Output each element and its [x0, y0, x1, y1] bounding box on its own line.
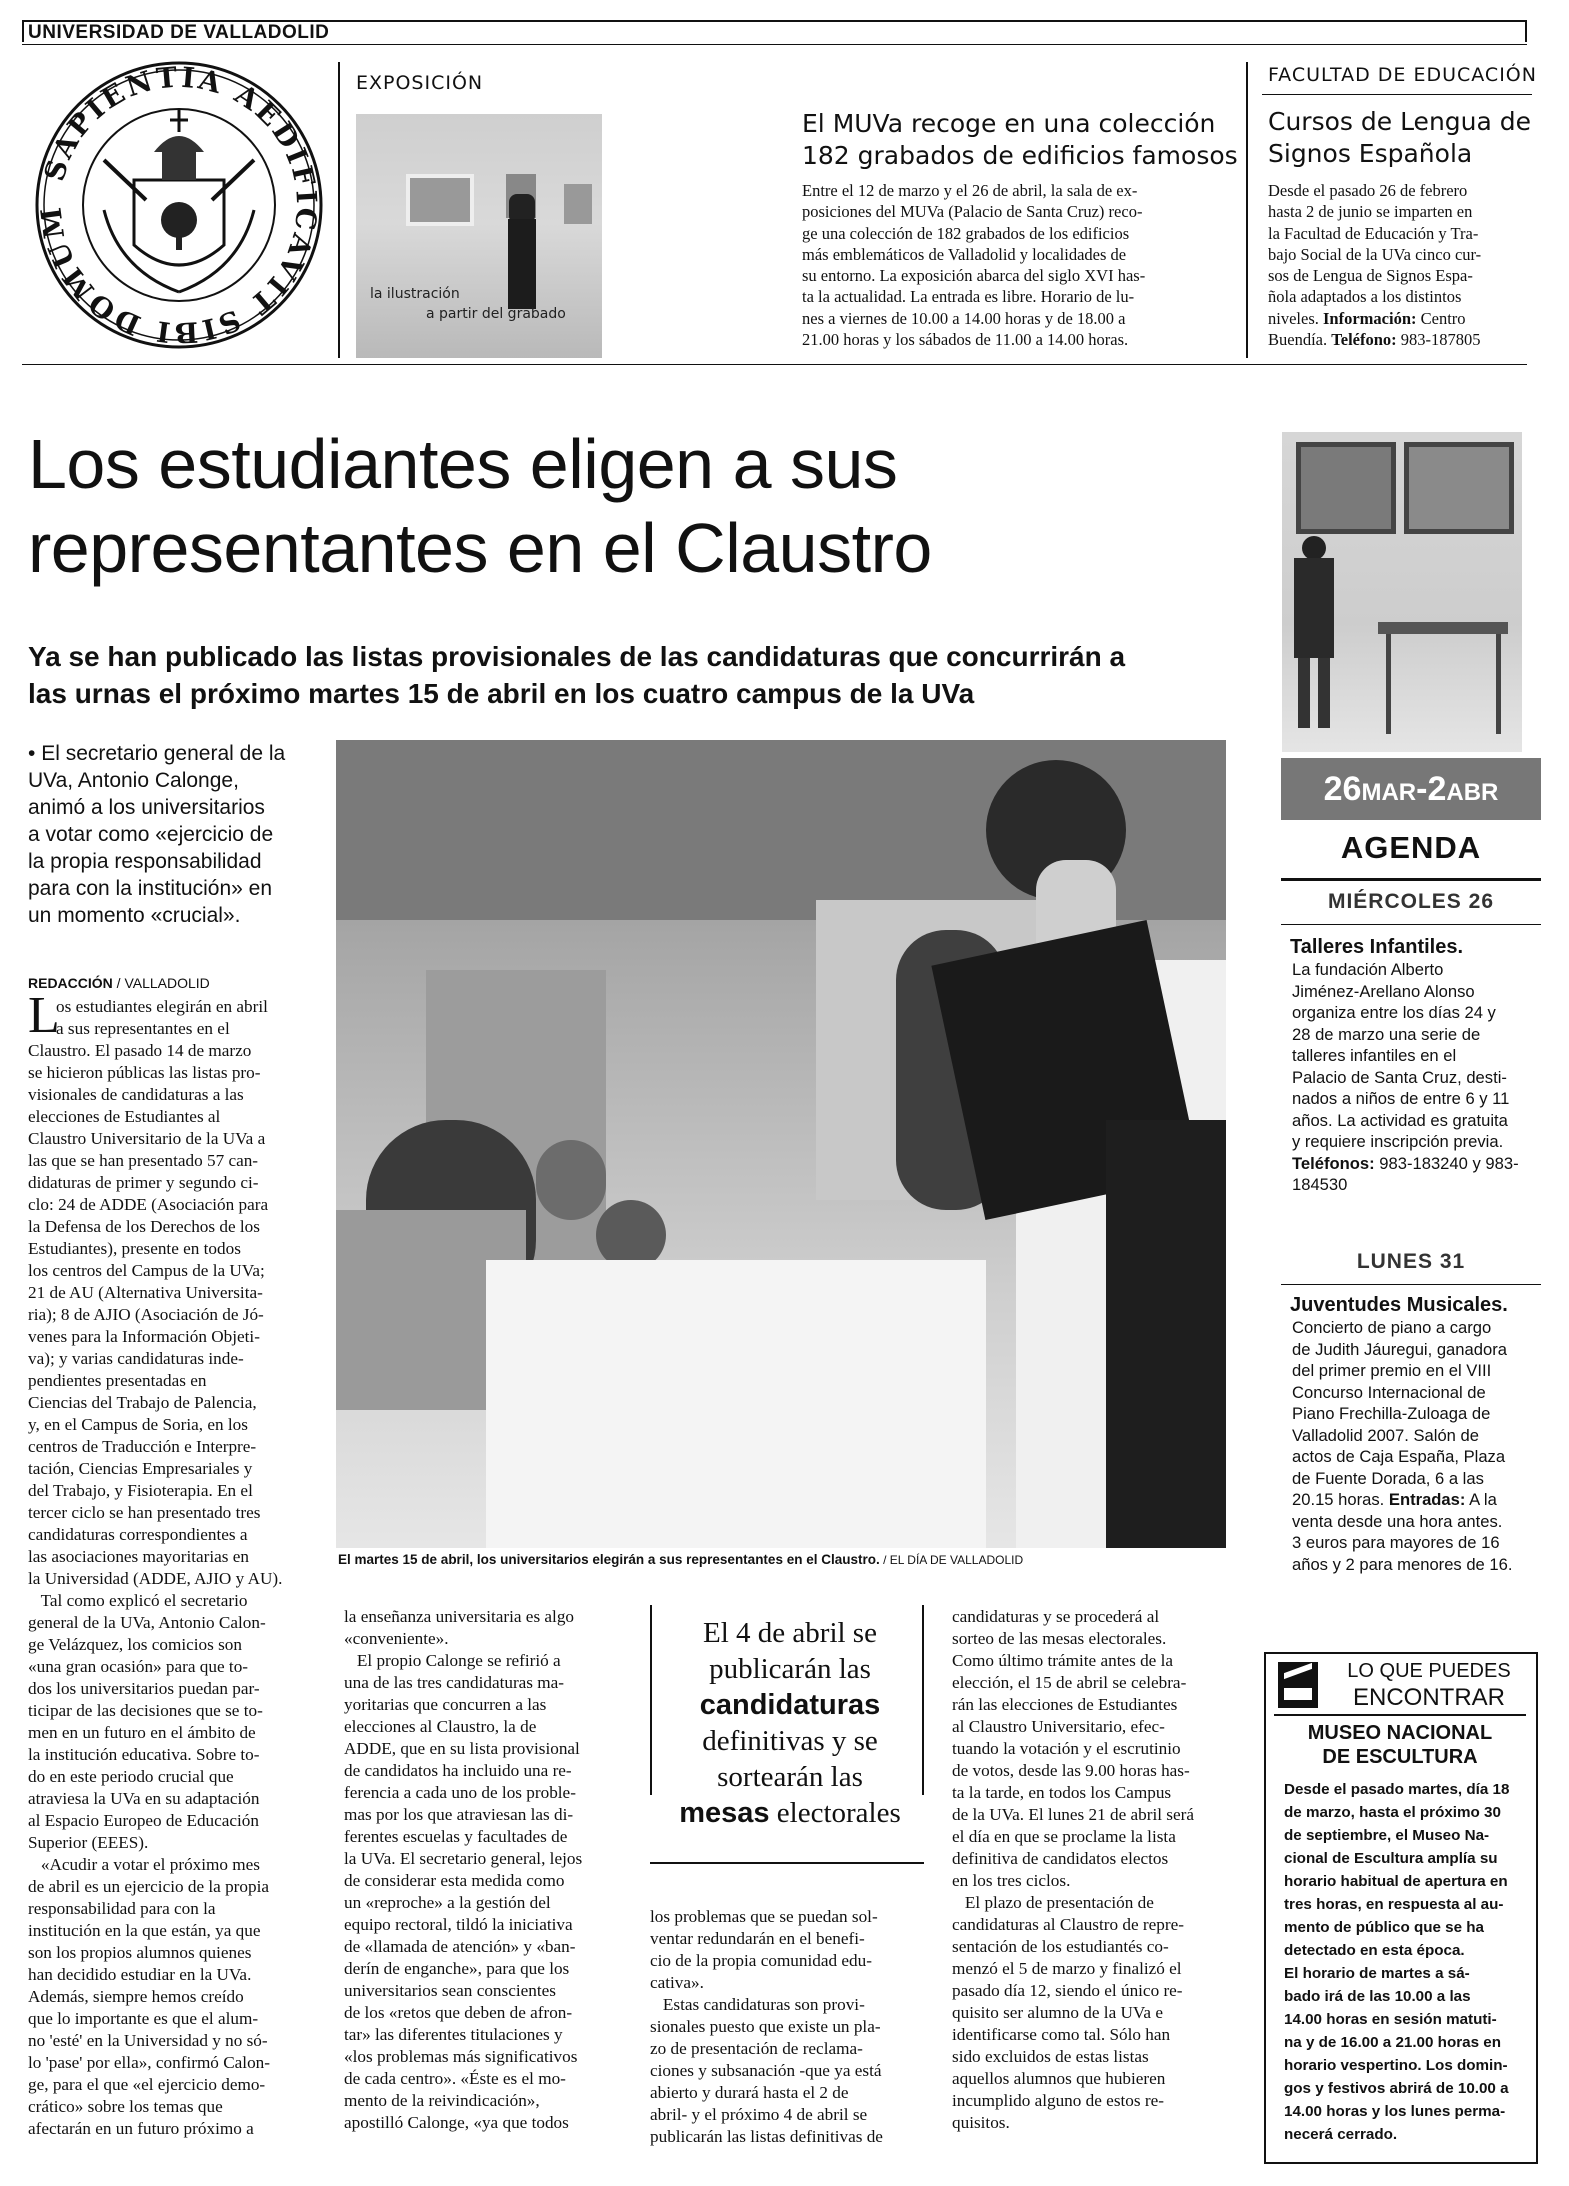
facultad-body-line: hasta 2 de junio se imparten en [1268, 202, 1473, 222]
museum-line: de septiembre, el Museo Na- [1284, 1827, 1490, 1844]
article-column-2 [344, 1606, 638, 2134]
article-column-3 [650, 1906, 926, 2148]
exposicion-title-line1: El MUVa recoge en una colección [802, 109, 1216, 138]
museum-title-1: MUSEO NACIONAL [1307, 1722, 1493, 1744]
museum-line: horario vespertino. Los domin- [1284, 2057, 1508, 2074]
agenda-title: AGENDA [1340, 830, 1482, 865]
exposicion-body-line: posiciones del MUVa (Palacio de Santa Cruz) reco- [802, 202, 1143, 222]
col1-line: se hicieron públicas las listas pro- [28, 1063, 261, 1082]
col1-line: 21 de AU (Alternativa Universita- [28, 1283, 263, 1302]
photo-credit: / EL DÍA DE VALLADOLID [879, 1553, 1024, 1567]
event-2-line: de Judith Jáuregui, ganadora [1292, 1339, 1507, 1359]
event-1-line: y requiere inscripción previa. [1292, 1132, 1504, 1151]
bullet-icon: • [28, 742, 36, 765]
event-2-line: del primer premio en el VIII [1292, 1361, 1492, 1380]
col3-line: abierto y durará hasta el 2 de [650, 2083, 849, 2102]
child-head [1302, 536, 1326, 560]
col2-line: «los problemas más significativos [344, 2047, 578, 2066]
col3-line: los problemas que se puedan sol- [650, 1907, 878, 1926]
drop-cap: L [28, 987, 60, 1044]
col1-line: al Espacio Europeo de Educación [28, 1811, 259, 1830]
col1-line: atraviesa la UVa en su adaptación [28, 1789, 260, 1808]
col1-line: venes para la Información Objeti- [28, 1327, 260, 1346]
facultad-section-label: FACULTAD DE EDUCACIÓN [1268, 64, 1537, 86]
agenda-day-2: LUNES 31 [1356, 1250, 1466, 1273]
event-1-line: Jiménez-Arellano Alonso [1292, 981, 1475, 1001]
facultad-body-line: sos de Lengua de Signos Espa- [1268, 266, 1473, 286]
col1-line: visionales de candidaturas a las [28, 1085, 244, 1104]
col4-line: quisitos. [952, 2113, 1010, 2132]
col1-line: didaturas de primer y segundo ci- [28, 1173, 259, 1192]
agenda-event-2 [1290, 1294, 1540, 1575]
col1-line: Además, siempre hemos creído [28, 1987, 244, 2006]
col4-line: rán las elecciones de Estudiantes [952, 1695, 1178, 1714]
col2-line: la enseñanza universitaria es algo [344, 1607, 575, 1626]
pull-quote-bottom-rule [650, 1862, 924, 1864]
col4-line: en los tres ciclos. [952, 1871, 1071, 1890]
event-2-title: Juventudes Musicales. [1290, 1294, 1508, 1316]
agenda-day-1: MIÉRCOLES 26 [1327, 890, 1495, 913]
col4-line: identificarse como tal. Sólo han [952, 2025, 1171, 2044]
col1-line: a sus representantes en el [56, 1019, 230, 1038]
event-2-line: 3 euros para mayores de 16 [1292, 1533, 1500, 1552]
museum-line: de marzo, hasta el próximo 30 [1284, 1804, 1501, 1821]
col1-line: Tal como explicó el secretario [28, 1591, 248, 1610]
col3-line: abril- y el próximo 4 de abril se [650, 2105, 868, 2124]
col2-line: mento de la reivindicación», [344, 2091, 540, 2110]
col3-line: sionales puesto que existe un pla- [650, 2017, 881, 2036]
col2-line: El propio Calonge se refirió a [344, 1651, 561, 1670]
facultad-left-rule [1246, 62, 1248, 358]
col1-line: va); y varias candidaturas inde- [28, 1349, 244, 1368]
col1-line: han decidido estudiar en la UVa. [28, 1965, 252, 1984]
section-logo-icon [1278, 1662, 1318, 1708]
lead-line: la propia responsabilidad [28, 850, 262, 873]
col1-line: tación, Ciencias Empresariales y [28, 1459, 253, 1478]
exposicion-body-line: Entre el 12 de marzo y el 26 de abril, la sala de ex- [802, 181, 1138, 200]
event-1-line: nados a niños de entre 6 y 11 [1292, 1089, 1510, 1108]
event-2-line: años y 2 para menores de 16. [1292, 1554, 1513, 1574]
col1-line: ticipar de las decisiones que se to- [28, 1701, 263, 1720]
col3-line: cio de la propia comunidad edu- [650, 1951, 872, 1970]
lo-que-header-2: ENCONTRAR [1352, 1684, 1505, 1711]
col4-line: menzó el 5 de marzo y finalizó el [952, 1959, 1182, 1978]
col1-line: que lo importante es que el alum- [28, 2009, 259, 2028]
header-section-rule [22, 364, 1527, 365]
exposicion-body-line: nes a viernes de 10.00 a 14.00 horas y de 18.00 a [802, 308, 1126, 328]
lo-que-header-1: LO QUE PUEDES [1347, 1660, 1511, 1682]
headline-line1: Los estudiantes eligen a sus [28, 425, 898, 503]
event-2-tickets: 20.15 horas. Entradas: A la [1292, 1490, 1497, 1509]
col2-line: un «reproche» a la gestión del [344, 1893, 551, 1912]
col2-line: yoritarias que concurren a las [344, 1695, 547, 1714]
col2-line: ferentes escuelas y facultades de [344, 1827, 568, 1846]
col4-line: de la UVa. El lunes 21 de abril será [952, 1805, 1194, 1824]
col2-line: ADDE, que en su lista provisional [344, 1739, 580, 1758]
col1-line: la Universidad (ADDE, AJIO y AU). [28, 1569, 283, 1588]
museum-line: detectado en esta época. [1284, 1942, 1465, 1959]
col2-line: mas por los que atraviesan las di- [344, 1805, 574, 1824]
headline-line2: representantes en el Claustro [28, 509, 932, 587]
exposicion-body [802, 180, 1214, 350]
lead-line: • El secretario general de la [28, 742, 286, 765]
pull-quote: El 4 de abril se publicarán las candidaturas definitivas y se sortearán las mesas electorales [679, 1617, 901, 1829]
facultad-info-line: niveles. Información: Centro [1268, 308, 1466, 328]
byline: REDACCIÓN / VALLADOLID [28, 975, 210, 991]
facultad-body-line: la Facultad de Educación y Tra- [1268, 223, 1479, 243]
col1-line: de abril es un ejercicio de la propia [28, 1877, 269, 1896]
col2-line: de considerar esta medida como [344, 1871, 565, 1890]
col3-line: ciones y subsanación -que ya está [650, 2061, 882, 2080]
col1-line: afectarán en un futuro próximo a [28, 2119, 254, 2138]
facultad-phone-line: Buendía. Teléfono: 983-187805 [1268, 330, 1481, 350]
lead-summary [28, 740, 328, 929]
event-1-line: talleres infantiles en el [1292, 1046, 1457, 1065]
facultad-body-line: bajo Social de la UVa cinco cur- [1268, 244, 1482, 264]
university-seal-logo [34, 60, 324, 350]
col4-line: ta la tarde, en todos los Campus [952, 1783, 1172, 1802]
col4-line: candidaturas al Claustro de repre- [952, 1915, 1184, 1934]
exposicion-body-line: su entorno. La exposición abarca del siglo XVI has- [802, 266, 1146, 286]
col1-line: y, en el Campus de Soria, en los [28, 1415, 248, 1434]
col3-line: ventar redundarán en el benefi- [650, 1929, 865, 1948]
header-bottom-rule [22, 44, 1527, 45]
col4-line: definitiva de candidatos electos [952, 1849, 1169, 1868]
col1-line: las que se han presentado 57 can- [28, 1151, 259, 1170]
agenda-date-band: 26MAR-2ABR [1281, 758, 1541, 820]
col1-line: «una gran ocasión» para que to- [28, 1657, 249, 1676]
event-1-line: La fundación Alberto [1292, 960, 1444, 979]
museum-line: bado irá de las 10.00 a las [1284, 1988, 1471, 2005]
event-2-line: Piano Frechilla-Zuloaga de [1292, 1404, 1491, 1423]
table-papers [486, 1260, 986, 1548]
exposicion-body-line: más emblemáticos de Valladolid y localidades de [802, 244, 1127, 264]
lead-line: UVa, Antonio Calonge, [28, 769, 239, 792]
col1-line: los centros del Campus de la UVa; [28, 1261, 265, 1280]
col2-line: ferencia a cada uno de los proble- [344, 1783, 576, 1802]
museum-body [1284, 1778, 1524, 2146]
exposicion-body-line: ge una colección de 182 grabados de los edificios [802, 223, 1130, 243]
col1-line: os estudiantes elegirán en abril [56, 997, 268, 1016]
col2-line: tar» las diferentes titulaciones y [344, 2025, 563, 2044]
col4-line: al Claustro Universitario, efec- [952, 1717, 1165, 1736]
exposicion-section-label: EXPOSICIÓN [356, 72, 484, 94]
col1-line: tercer ciclo se han presentado tres [28, 1503, 261, 1522]
museum-line: El horario de martes a sá- [1284, 1965, 1470, 1982]
col4-line: sorteo de las mesas electorales. [952, 1629, 1167, 1648]
col1-line: ria); 8 de AJIO (Asociación de Jó- [28, 1305, 264, 1324]
event-2-line: venta desde una hora antes. [1292, 1511, 1503, 1531]
lead-line: un momento «crucial». [28, 904, 241, 927]
museum-line: horario habitual de apertura en [1284, 1873, 1508, 1890]
top-rule-left [22, 20, 24, 42]
exposicion-left-rule [338, 62, 340, 358]
event-2-line: Concurso Internacional de [1292, 1382, 1486, 1402]
exposicion-body-line: 21.00 horas y los sábados de 11.00 a 14.00 horas. [802, 330, 1129, 350]
woman-skirt [1106, 1120, 1226, 1548]
framed-picture [406, 174, 474, 226]
col3-line: cativa». [650, 1973, 704, 1992]
museum-line: 14.00 horas en sesión matuti- [1284, 2011, 1497, 2028]
col4-line: candidaturas y se procederá al [952, 1607, 1160, 1626]
framed-picture-3 [564, 184, 592, 224]
col1-line: do en este periodo crucial que [28, 1767, 234, 1786]
exposicion-photo [356, 114, 602, 358]
col2-line: «conveniente». [344, 1629, 449, 1648]
col1-line: lo 'pase' por ella», confirmó Calon- [28, 2053, 270, 2072]
col1-line: Estudiantes), presente en todos [28, 1239, 241, 1258]
subheadline [28, 638, 1228, 712]
col1-line: la institución educativa. Sobre to- [28, 1745, 260, 1764]
museum-line: 14.00 horas y los lunes perma- [1284, 2103, 1506, 2120]
col1-line: la Defensa de los Derechos de los [28, 1217, 260, 1236]
event-1-line: organiza entre los días 24 y [1292, 1003, 1496, 1022]
col2-line: derín de enganche», para que los [344, 1959, 570, 1978]
col1-line: las asociaciones mayoritarias en [28, 1547, 249, 1566]
event-2-line: Valladolid 2007. Salón de [1292, 1425, 1479, 1445]
col2-line: una de las tres candidaturas ma- [344, 1673, 565, 1692]
subhead-line2: las urnas el próximo martes 15 de abril en los cuatro campus de la UVa [28, 678, 975, 709]
col1-line: ge Velázquez, los comicios son [28, 1635, 242, 1654]
top-rule-right [1525, 20, 1527, 42]
col4-line: sentación de los estudiantés co- [952, 1937, 1169, 1956]
col1-line: crático» sobre los temas que [28, 2097, 223, 2116]
col3-line: zo de presentación de reclama- [650, 2039, 863, 2058]
exposicion-title-line2: 182 grabados de edificios famosos [802, 141, 1238, 170]
facultad-body-line: ñola adaptados a los distintos [1268, 287, 1462, 307]
facultad-title-line2: Signos Española [1268, 139, 1473, 168]
event-1-phone: Teléfonos: 983-183240 y 983- [1292, 1153, 1519, 1173]
col1-line: candidaturas correspondientes a [28, 1525, 248, 1544]
col1-line: Superior (EEES). [28, 1833, 149, 1852]
col4-line: elección, el 15 de abril se celebra- [952, 1673, 1187, 1692]
col1-line: centros de Traducción e Interpre- [28, 1437, 257, 1456]
col4-line: el día en que se proclame la lista [952, 1827, 1176, 1846]
col4-line: El plazo de presentación de [952, 1893, 1154, 1912]
facultad-label-rule [1262, 94, 1532, 95]
event-2-line: de Fuente Dorada, 6 a las [1292, 1468, 1484, 1488]
facultad-body-line: Desde el pasado 26 de febrero [1268, 181, 1468, 200]
info-label: Información: [1323, 308, 1417, 328]
col2-line: de candidatos ha incluido una re- [344, 1761, 572, 1780]
museum-line: na y de 16.00 a 21.00 horas en [1284, 2034, 1501, 2051]
col1-line: institución en la que están, ya que [28, 1921, 261, 1940]
col1-line: ge, para el que «el ejercicio demo- [28, 2075, 266, 2094]
col4-line: sido excluidos de estas listas [952, 2047, 1149, 2066]
col1-line: men en un futuro en el ámbito de [28, 1723, 256, 1742]
subhead-line1: Ya se han publicado las listas provisionales de las candidaturas que concurrirán a [28, 641, 1126, 672]
col2-line: de «llamada de atención» y «ban- [344, 1937, 576, 1956]
col2-line: de cada centro». «Éste es el mo- [344, 2069, 566, 2088]
voting-photo [336, 740, 1226, 1548]
col4-line: aquellos alumnos que hubieren [952, 2069, 1166, 2088]
event-2-line: Concierto de piano a cargo [1292, 1318, 1492, 1337]
lead-line: para con la institución» en [28, 877, 272, 900]
col1-line: pendientes presentadas en [28, 1371, 207, 1390]
col1-line: Claustro Universitario de la UVa a [28, 1129, 266, 1148]
col1-line: son los propios alumnos quienes [28, 1943, 252, 1962]
col1-line: elecciones de Estudiantes al [28, 1107, 221, 1126]
exhibit-visitor-photo [1282, 432, 1522, 752]
col3-line: Estas candidaturas son provi- [650, 1995, 865, 2014]
event-1-line: años. La actividad es gratuita [1292, 1110, 1508, 1130]
col2-line: apostilló Calonge, «ya que todos [344, 2113, 569, 2132]
visitor-figure [508, 219, 536, 309]
col4-line: Como último trámite antes de la [952, 1651, 1174, 1670]
col2-line: universitarios sean conscientes [344, 1981, 556, 2000]
col3-line: publicarán las listas definitivas de [650, 2127, 883, 2146]
display-table [1378, 622, 1508, 634]
photo-overlay-line2: a partir del grabado [426, 306, 566, 322]
museum-title-2: DE ESCULTURA [1322, 1746, 1478, 1768]
agenda-rule [1281, 878, 1541, 881]
col1-line: Claustro. El pasado 14 de marzo [28, 1041, 252, 1060]
col1-line: responsabilidad para con la [28, 1899, 216, 1918]
event-2-line: actos de Caja España, Plaza [1292, 1447, 1506, 1466]
article-column-1 [28, 987, 328, 2140]
col4-line: de votos, desde las 9.00 horas has- [952, 1761, 1190, 1780]
agenda-event-1: Talleres Infantiles. La fundación Alberto Jiménez-Arellano Alonso organiza entre los días 24 y 28 de marzo una serie de talleres infantiles en el Palacio de Santa Cruz, desti- nados a niños de entre 6 y 11 años. La actividad es gratuita y requiere inscripción previa. Teléfonos: 983-183240 y 983- 184530 [1290, 936, 1540, 1196]
col1-line: no 'esté' en la Universidad y no só- [28, 2031, 268, 2050]
col4-line: incumplido alguno de estos re- [952, 2091, 1164, 2110]
child-figure [1294, 558, 1334, 658]
facultad-body [1268, 180, 1520, 350]
painting-2 [1404, 442, 1514, 534]
university-header: UNIVERSIDAD DE VALLADOLID [28, 22, 330, 43]
event-1-line: 28 de marzo una serie de [1292, 1024, 1481, 1044]
svg-text:SAPIENTIA AEDIFICAVIT SIBI DOM: SAPIENTIA AEDIFICAVIT SIBI DOMUM [34, 60, 324, 350]
museum-line: mento de público que se ha [1284, 1919, 1484, 1936]
col2-line: la UVa. El secretario general, lejos [344, 1849, 583, 1868]
museum-line: tres horas, en respuesta al au- [1284, 1896, 1504, 1913]
photo-caption: El martes 15 de abril, los universitarios elegirán a sus representantes en el Claustro. / EL DÍA DE VALLADOLID [338, 1552, 1024, 1567]
event-1-line: Palacio de Santa Cruz, desti- [1292, 1067, 1507, 1087]
col1-line: dos los universitarios puedan par- [28, 1679, 260, 1698]
main-headline [28, 422, 932, 590]
col4-line: pasado día 12, siendo el único re- [952, 1981, 1183, 2000]
photo-overlay-line1: la ilustración [370, 286, 460, 302]
col1-line: general de la UVa, Antonio Calon- [28, 1613, 266, 1632]
col1-line: «Acudir a votar el próximo mes [28, 1855, 260, 1874]
article-column-4 [952, 1606, 1230, 2134]
museum-line: Desde el pasado martes, día 18 [1284, 1781, 1510, 1798]
museum-line: gos y festivos abrirá de 10.00 a [1284, 2080, 1509, 2097]
col1-line: Ciencias del Trabajo de Palencia, [28, 1393, 257, 1412]
col1-line: del Trabajo, y Fisioterapia. En el [28, 1481, 253, 1500]
student-head [536, 1140, 606, 1220]
museum-line: necerá cerrado. [1284, 2126, 1398, 2143]
event-1-title: Talleres Infantiles. [1290, 936, 1464, 958]
col4-line: quisito ser alumno de la UVa e [952, 2003, 1163, 2022]
col2-line: elecciones al Claustro, la de [344, 1717, 537, 1736]
facultad-title-line1: Cursos de Lengua de [1268, 107, 1532, 136]
painting-1 [1296, 442, 1396, 534]
col4-line: tuando la votación y el escrutinio [952, 1739, 1181, 1758]
museum-line: cional de Escultura amplía su [1284, 1850, 1498, 1867]
lead-line: a votar como «ejercicio de [28, 823, 274, 846]
col2-line: equipo rectoral, tildó la iniciativa [344, 1915, 573, 1934]
col2-line: de los «retos que deben de afron- [344, 2003, 573, 2022]
phone-label: Teléfono: [1331, 330, 1397, 350]
col1-line: clo: 24 de ADDE (Asociación para [28, 1195, 269, 1214]
exposicion-body-line: ta la actualidad. La entrada es libre. Horario de lu- [802, 287, 1135, 307]
lead-line: animó a los universitarios [28, 796, 265, 819]
